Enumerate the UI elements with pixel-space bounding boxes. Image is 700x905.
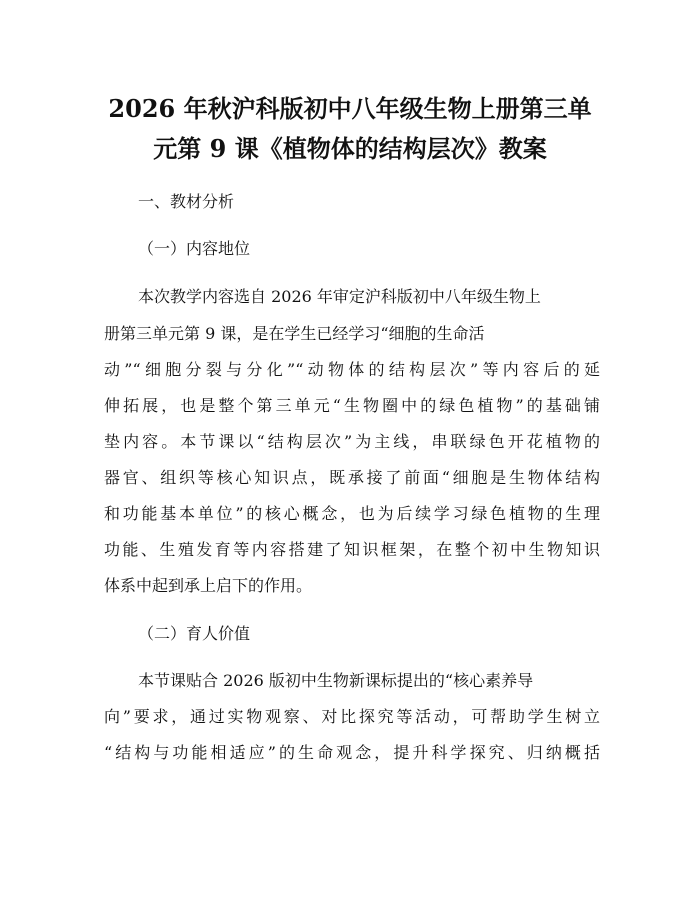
paragraph-line: 本次教学内容选自 2026 年审定沪科版初中八年级生物上 — [138, 287, 541, 306]
document-title-line-2: 元第 9 课《植物体的结构层次》教案 — [153, 134, 547, 163]
paragraph-line: 向”要求，通过实物观察、对比探究等活动，可帮助学生树立 — [104, 707, 600, 726]
paragraph-line: 伸拓展，也是整个第三单元“生物圈中的绿色植物”的基础铺 — [104, 396, 600, 415]
paragraph-line: 本节课贴合 2026 版初中生物新课标提出的“核心素养导 — [138, 671, 534, 690]
paragraph-line: 体系中起到承上启下的作用。 — [104, 576, 313, 595]
paragraph-line: 册第三单元第 9 课，是在学生已经学习“细胞的生命活 — [104, 324, 485, 343]
paragraph-line: 器官、组织等核心知识点，既承接了前面“细胞是生物体结构 — [104, 468, 600, 487]
document-title-line-1: 2026 年秋沪科版初中八年级生物上册第三单 — [108, 94, 592, 123]
paragraph-line: 动”“细胞分裂与分化”“动物体的结构层次”等内容后的延 — [104, 360, 600, 379]
subsection-heading-content-position: （一）内容地位 — [138, 239, 251, 258]
paragraph-line: 和功能基本单位”的核心概念，也为后续学习绿色植物的生理 — [104, 504, 600, 523]
section-heading-textbook-analysis: 一、教材分析 — [138, 192, 235, 211]
subsection-heading-educational-value: （二）育人价值 — [138, 624, 251, 643]
paragraph-line: 垫内容。本节课以“结构层次”为主线，串联绿色开花植物的 — [104, 432, 600, 451]
paragraph-line: “结构与功能相适应”的生命观念，提升科学探究、归纳概括 — [104, 743, 600, 762]
paragraph-line: 功能、生殖发育等内容搭建了知识框架，在整个初中生物知识 — [104, 540, 600, 559]
